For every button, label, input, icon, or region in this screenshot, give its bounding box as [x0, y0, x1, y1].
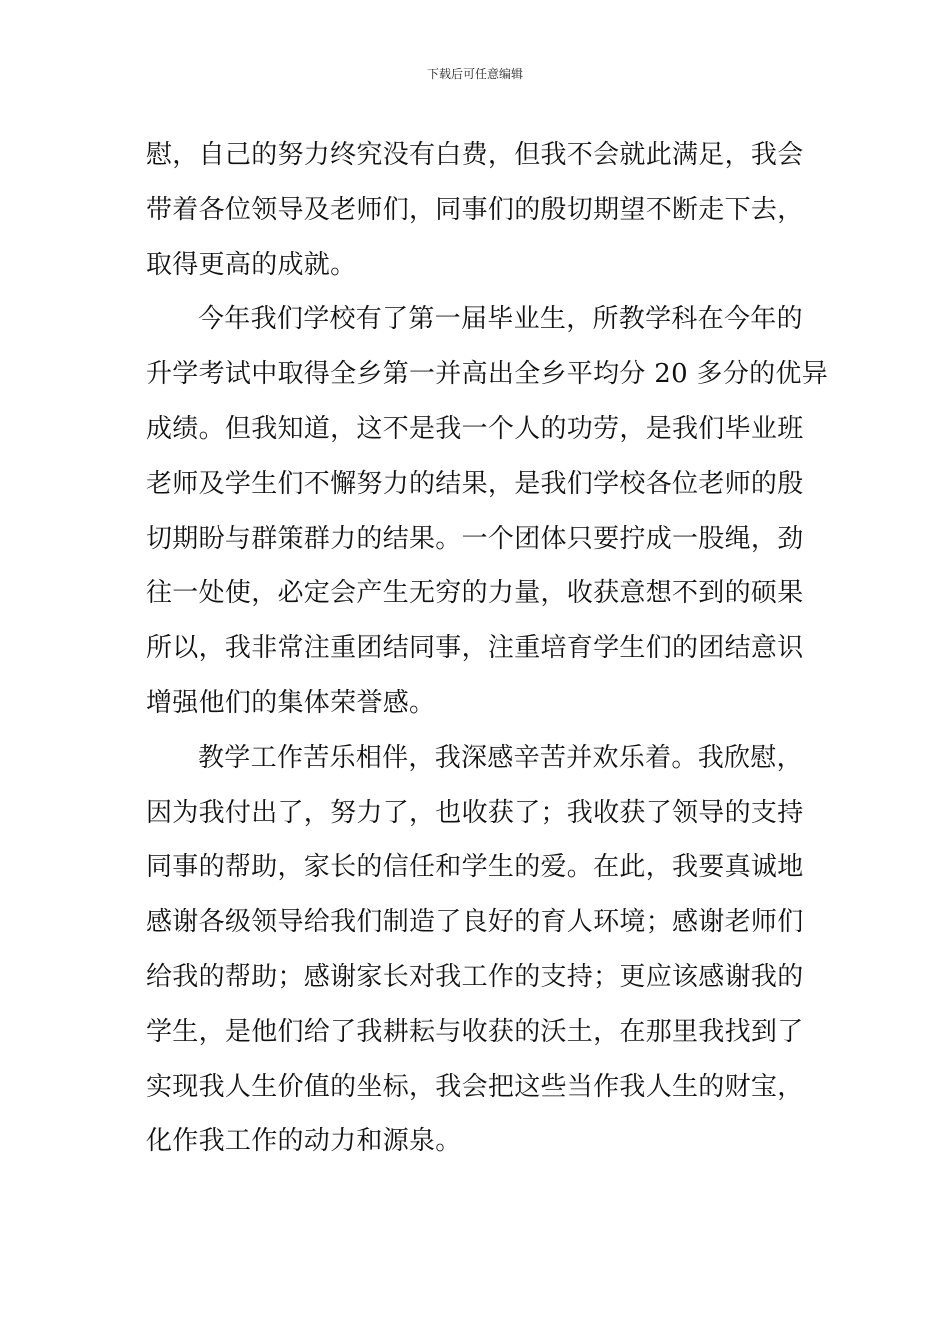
- text-line: 所以，我非常注重团结同事，注重培育学生们的团结意识: [146, 633, 804, 664]
- text-line: 学生，是他们给了我耕耘与收获的沃土，在那里我找到了: [146, 1016, 804, 1047]
- text-line: 增强他们的集体荣誉感。: [146, 687, 436, 718]
- body-text: [146, 128, 829, 1169]
- text-line: 化作我工作的动力和源泉。: [146, 1126, 462, 1157]
- text-line: 带着各位领导及老师们，同事们的殷切期望不断走下去，: [146, 194, 804, 225]
- page-header: 下载后可任意编辑: [426, 67, 523, 81]
- text-line: 感谢各级领导给我们制造了良好的育人环境；感谢老师们: [146, 907, 804, 938]
- text-line: 成绩。但我知道，这不是我一个人的功劳，是我们毕业班: [146, 413, 804, 444]
- text-line: 教学工作苦乐相伴，我深感辛苦并欢乐着。我欣慰，: [198, 742, 803, 773]
- text-line: 因为我付出了，努力了，也收获了；我收获了领导的支持: [146, 797, 804, 828]
- paragraph: [146, 731, 806, 1169]
- text-line: 取得更高的成就。: [146, 249, 357, 280]
- text-line: 慰，自己的努力终究没有白费，但我不会就此满足，我会: [146, 140, 804, 170]
- text-line: 老师及学生们不懈努力的结果，是我们学校各位老师的殷: [146, 468, 804, 499]
- paragraph: [146, 128, 806, 292]
- text-line: 今年我们学校有了第一届毕业生，所教学科在今年的: [198, 304, 803, 335]
- text-line: 实现我人生价值的坐标，我会把这些当作我人生的财宝，: [146, 1071, 804, 1102]
- paragraph: [146, 292, 829, 730]
- text-line: 切期盼与群策群力的结果。一个团体只要拧成一股绳，劲: [146, 523, 804, 554]
- text-line: 同事的帮助，家长的信任和学生的爱。在此，我要真诚地: [146, 852, 804, 883]
- text-line: 升学考试中取得全乡第一并高出全乡平均分 20 多分的优异: [146, 359, 829, 390]
- text-line: 往一处使，必定会产生无穷的力量，收获意想不到的硕果: [146, 578, 804, 609]
- text-line: 给我的帮助；感谢家长对我工作的支持；更应该感谢我的: [146, 961, 804, 992]
